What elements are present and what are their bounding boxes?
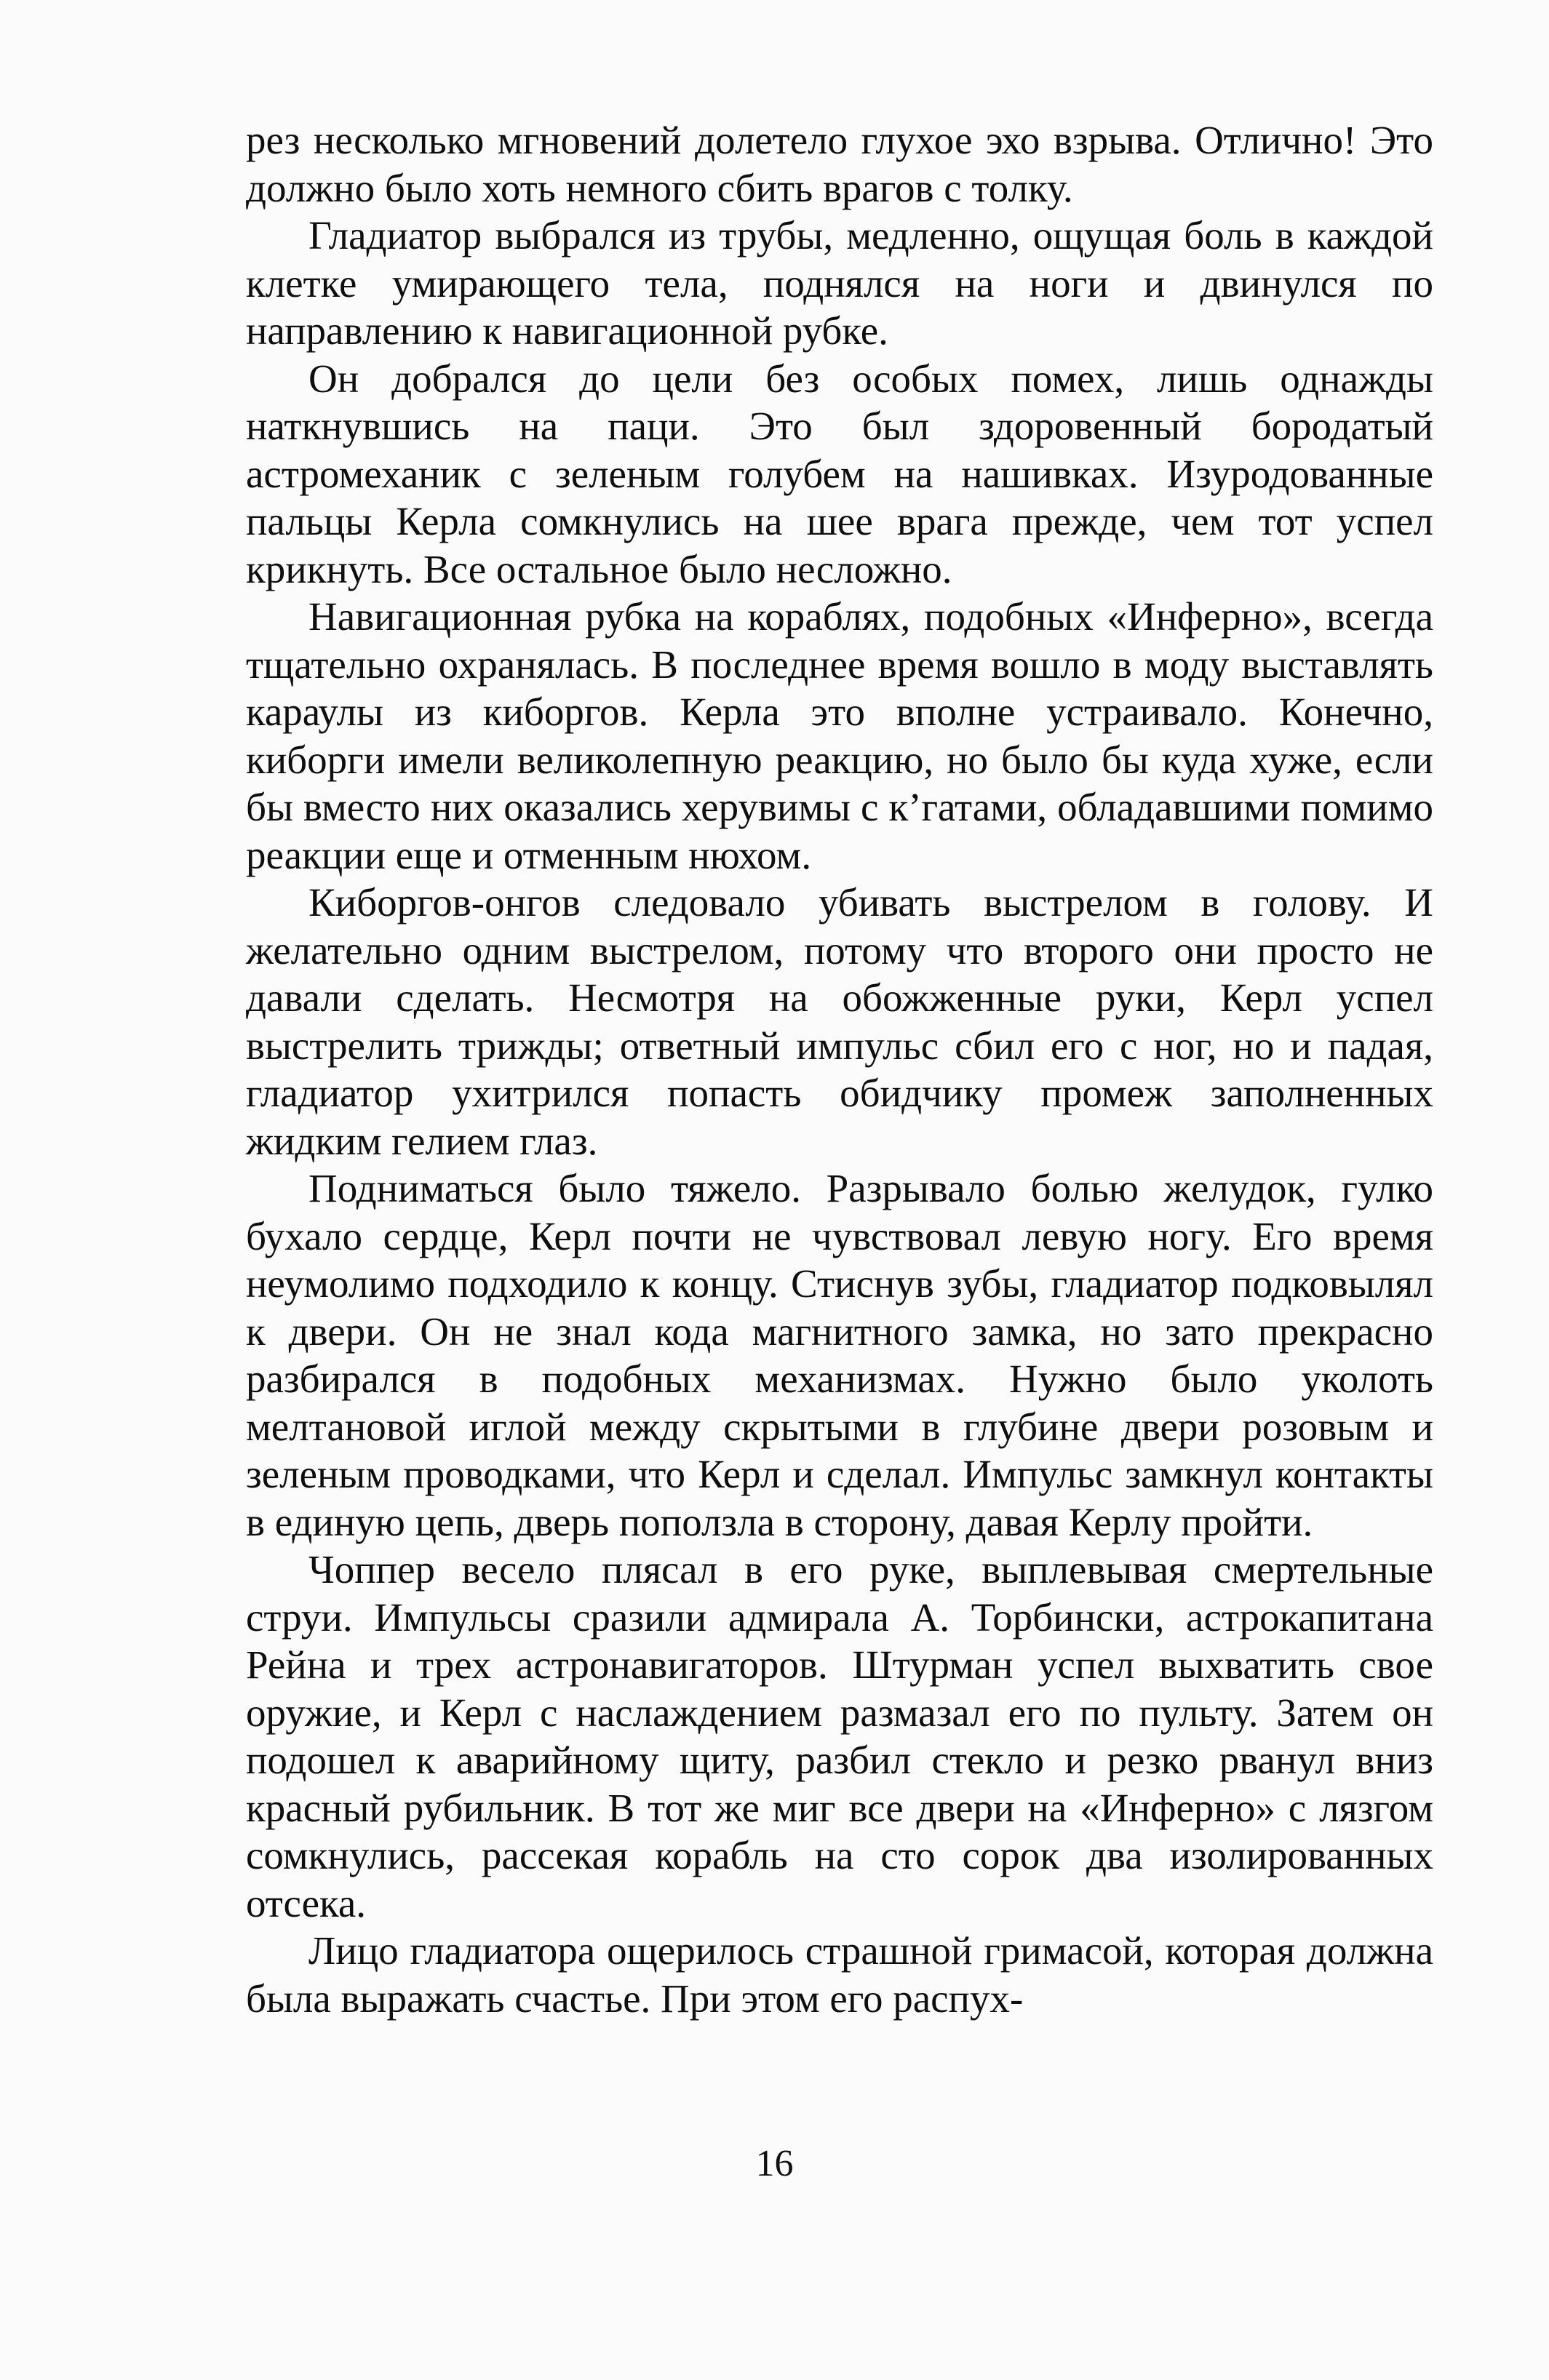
paragraph-4: Навигационная рубка на кораблях, подобных «Инферно», всегда тщательно охранялась. В последнее время вошло в моду выставлять караулы из киборгов. Керла это вполне устраивало. Конечно, киборги имели великолепную реакцию, но было бы куда хуже, если бы вместо них оказались херувимы с к’гатами, обладавшими помимо реакции еще и отменным нюхом.	[246, 594, 1433, 877]
body-text	[246, 116, 1433, 2022]
paragraph-1: рез несколько мгновений долетело глухое эхо взрыва. Отлично! Это должно было хоть немного сбить врагов с толку.	[246, 118, 1433, 210]
paragraph-2: Гладиатор выбрался из трубы, медленно, ощущая боль в каждой клетке умирающего тела, поднялся на ноги и двинулся по направлению к навигационной рубке.	[246, 213, 1433, 353]
paragraph-5: Киборгов-онгов следовало убивать выстрелом в голову. И желательно одним выстрелом, потому что второго они просто не давали сделать. Несмотря на обожженные руки, Керл успел выстрелить трижды; ответный импульс сбил его с ног, но и падая, гладиатор ухитрился попасть обидчику промеж заполненных жидким гелием глаз.	[246, 880, 1433, 1163]
paragraph-6: Подниматься было тяжело. Разрывало болью желудок, гулко бухало сердце, Керл почти не чувствовал левую ногу. Его время неумолимо подходило к концу. Стиснув зубы, гладиатор подковылял к двери. Он не знал кода магнитного замка, но зато прекрасно разбирался в подобных механизмах. Нужно было уколоть мелтановой иглой между скрытыми в глубине двери розовым и зеленым проводками, что Керл и сделал. Импульс замкнул контакты в единую цепь, дверь поползла в сторону, давая Керлу пройти.	[246, 1166, 1433, 1544]
page-number: 16	[755, 2143, 794, 2184]
paragraph-3: Он добрался до цели без особых помех, лишь однажды наткнувшись на паци. Это был здоровенный бородатый астромеханик с зеленым голубем на нашивках. Изуродованные пальцы Керла сомкнулись на шее врага прежде, чем тот успел крикнуть. Все остальное было несложно.	[246, 356, 1433, 591]
paragraph-8: Лицо гладиатора ощерилось страшной гримасой, которая должна была выражать счастье. При этом его распух-	[246, 1928, 1433, 2021]
paragraph-7: Чоппер весело плясал в его руке, выплевывая смертельные струи. Импульсы сразили адмирала А. Торбински, астрокапитана Рейна и трех астронавигаторов. Штурман успел выхватить свое оружие, и Керл с наслаждением размазал его по пульту. Затем он подошел к аварийному щиту, разбил стекло и резко рванул вниз красный рубильник. В тот же миг все двери на «Инферно» с лязгом сомкнулись, рассекая корабль на сто сорок два изолированных отсека.	[246, 1547, 1433, 1925]
